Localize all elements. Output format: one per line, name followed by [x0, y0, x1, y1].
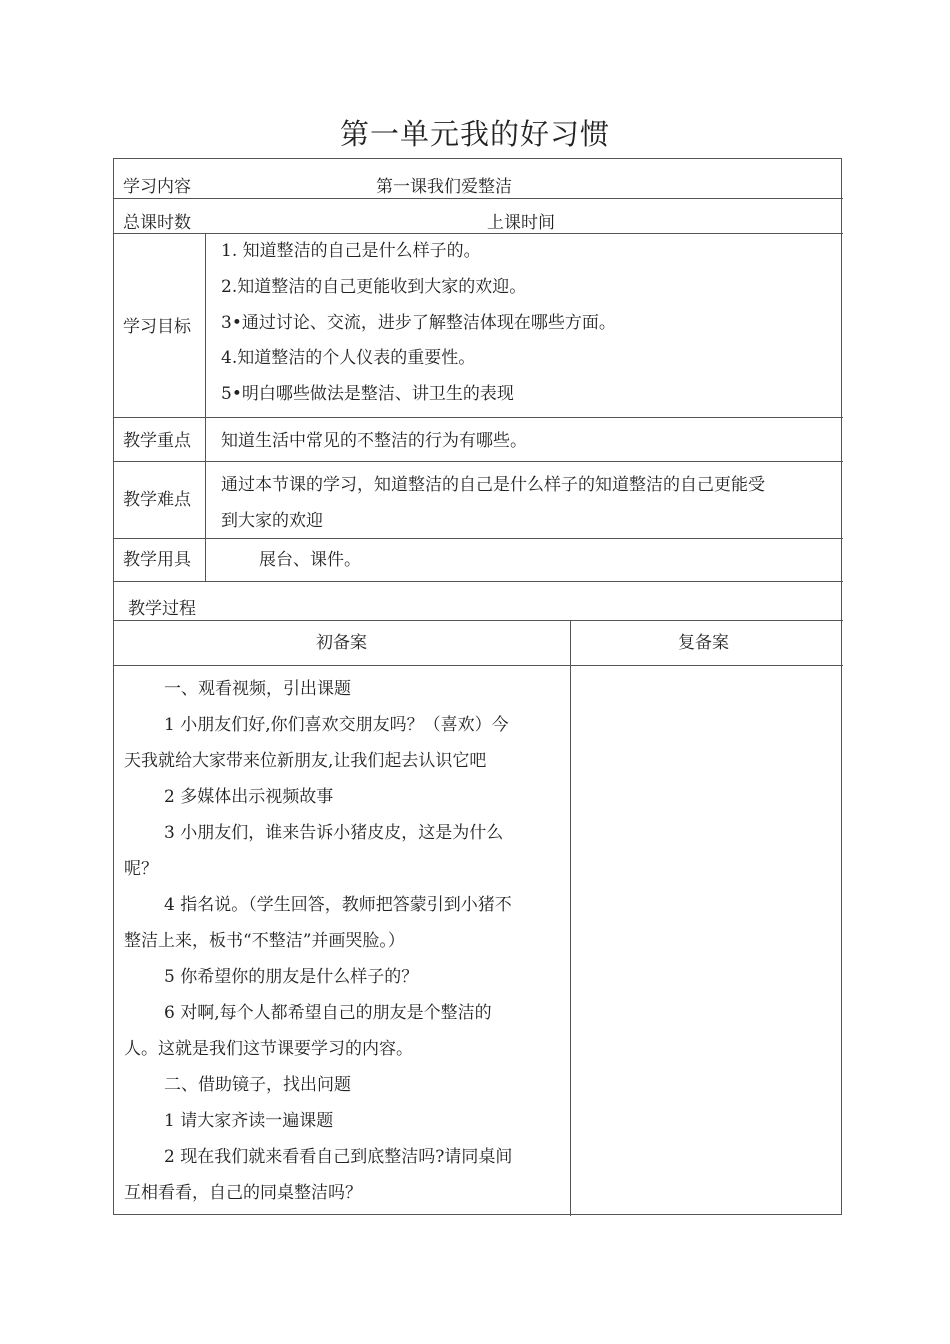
tools-value: 展台、课件。: [259, 550, 361, 570]
tools-label: 教学用具: [123, 550, 191, 570]
difficulty-label: 教学难点: [123, 490, 191, 510]
row-divider: [114, 665, 843, 666]
process-line: 一、观看视频，引出课题: [164, 679, 351, 699]
process-line: 3 小朋友们，谁来告诉小猪皮皮，这是为什么: [164, 823, 504, 843]
hours-label: 总课时数: [123, 213, 191, 233]
goals-label: 学习目标: [123, 317, 191, 337]
process-content: [124, 671, 574, 1211]
revised-plan-header: 复备案: [678, 633, 729, 653]
row-divider: [114, 538, 843, 539]
initial-plan-header: 初备案: [316, 633, 367, 653]
row-divider: [114, 461, 843, 462]
content-label: 学习内容: [123, 177, 191, 197]
process-line: 4 指名说。（学生回答，教师把答蒙引到小猪不: [164, 895, 512, 915]
process-line: 1 请大家齐读一遍课题: [164, 1111, 334, 1131]
process-line: 二、借助镜子，找出问题: [164, 1075, 351, 1095]
process-line: 整洁上来，板书“不整洁”并画哭脸。）: [124, 931, 405, 951]
column-divider: [205, 233, 206, 581]
key-point-label: 教学重点: [123, 431, 191, 451]
row-divider: [114, 417, 843, 418]
process-line: 呢？: [124, 859, 158, 879]
row-divider: [114, 620, 843, 621]
goal-item: 5•明白哪些做法是整洁、讲卫生的表现: [221, 384, 514, 404]
difficulty-line: 通过本节课的学习，知道整洁的自己是什么样子的知道整洁的自己更能受: [221, 475, 765, 495]
goal-item: 2.知道整洁的自己更能收到大家的欢迎。: [221, 277, 527, 297]
process-line: 5 你希望你的朋友是什么样子的？: [164, 967, 419, 987]
process-line: 1 小朋友们好,你们喜欢交朋友吗？（喜欢）今: [164, 715, 509, 735]
process-line: 人。这就是我们这节课要学习的内容。: [124, 1039, 413, 1059]
class-time-label: 上课时间: [487, 213, 555, 233]
process-line: 天我就给大家带来位新朋友,让我们起去认识它吧: [124, 751, 487, 771]
process-label: 教学过程: [128, 599, 196, 619]
goal-item: 1. 知道整洁的自己是什么样子的。: [221, 241, 481, 261]
page-title: 第一单元我的好习惯: [339, 117, 610, 151]
process-line: 2 现在我们就来看看自己到底整洁吗?请同桌间: [164, 1147, 513, 1167]
lesson-plan-table: [113, 158, 842, 1215]
row-divider: [114, 233, 843, 234]
process-line: 6 对啊,每个人都希望自己的朋友是个整洁的: [164, 1003, 492, 1023]
row-divider: [114, 581, 843, 582]
row-divider: [114, 198, 843, 199]
process-line: 互相看看，自己的同桌整洁吗？: [124, 1183, 362, 1203]
goal-item: 3•通过讨论、交流，进步了解整洁体现在哪些方面。: [221, 313, 616, 333]
content-value: 第一课我们爱整洁: [376, 177, 512, 197]
goal-item: 4.知道整洁的个人仪表的重要性。: [221, 348, 476, 368]
difficulty-line: 到大家的欢迎: [221, 511, 323, 531]
key-point-value: 知道生活中常见的不整洁的行为有哪些。: [221, 431, 527, 451]
process-line: 2 多媒体出示视频故事: [164, 787, 334, 807]
